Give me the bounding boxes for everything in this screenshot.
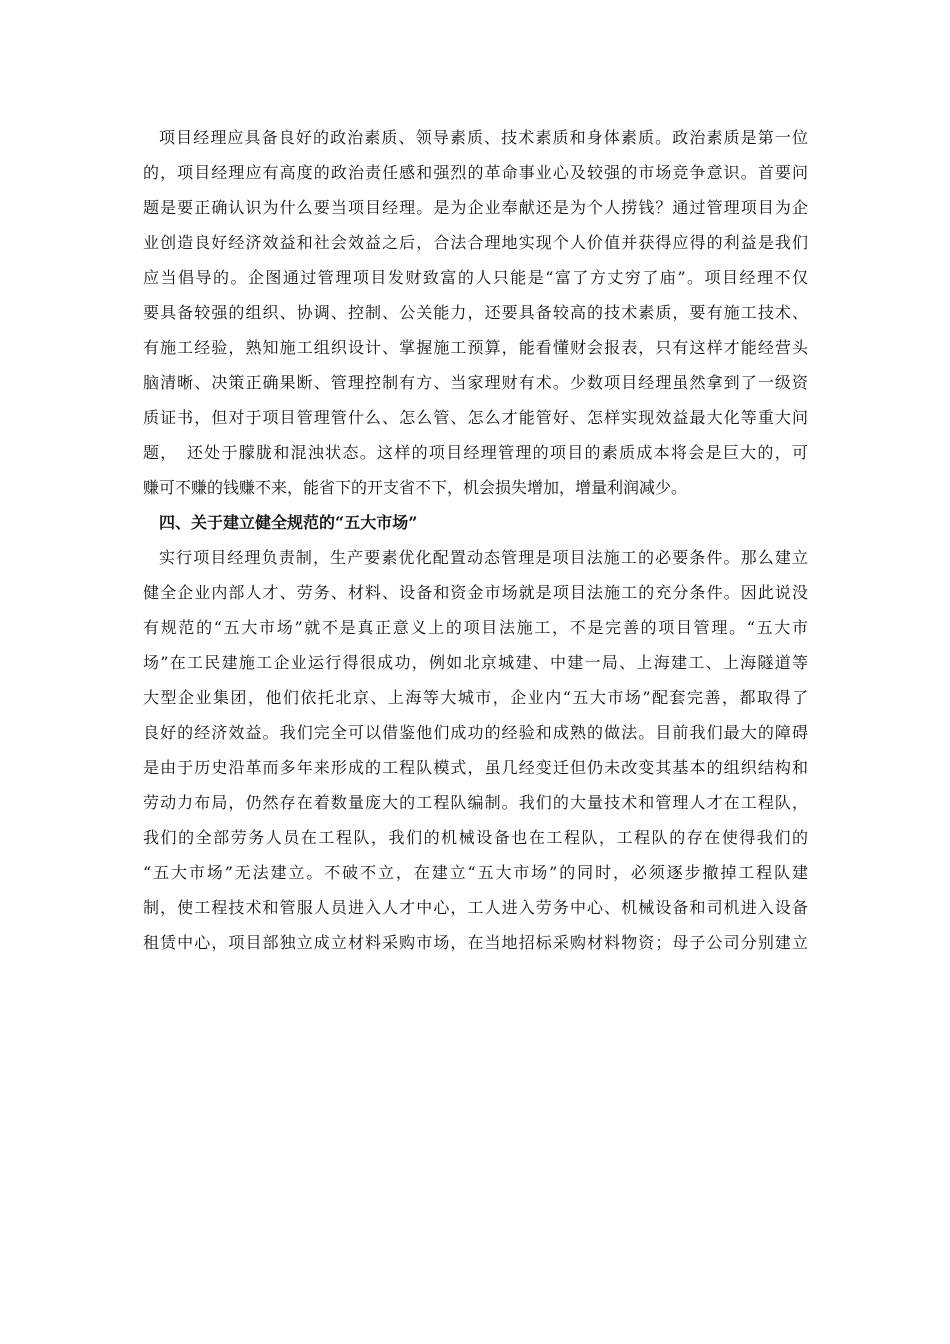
text-line: 脑清晰、决策正确果断、管理控制有方、当家理财有术。少数项目经理虽然拿到了一级资 (143, 373, 808, 392)
text-line: 项目经理应具备良好的政治素质、领导素质、技术素质和身体素质。政治素质是第一位 (159, 128, 808, 147)
text-line: 制，使工程技术和管服人员进入人才中心，工人进入劳务中心、机械设备和司机进入设备 (143, 898, 808, 917)
text-line: 有施工经验，熟知施工组织设计、掌握施工预算，能看懂财会报表，只有这样才能经营头 (143, 338, 808, 357)
text-line: 有规范的“五大市场”就不是真正意义上的项目法施工，不是完善的项目管理。“五大市 (143, 618, 808, 637)
text-line: 质证书，但对于项目管理管什么、怎么管、怎么才能管好、怎样实现效益最大化等重大问 (143, 408, 808, 427)
text-line: 要具备较强的组织、协调、控制、公关能力，还要具备较高的技术素质，要有施工技术、 (143, 303, 808, 322)
text-line: 是由于历史沿革而多年来形成的工程队模式，虽几经变迁但仍未改变其基本的组织结构和 (143, 758, 808, 777)
text-line: 大型企业集团，他们依托北京、上海等大城市，企业内“五大市场”配套完善，都取得了 (143, 688, 808, 707)
text-line: 劳动力布局，仍然存在着数量庞大的工程队编制。我们的大量技术和管理人才在工程队， (143, 793, 808, 812)
document-page (143, 120, 808, 960)
text-line: 应当倡导的。企图通过管理项目发财致富的人只能是“富了方丈穷了庙”。项目经理不仅 (143, 268, 808, 287)
text-line: 我们的全部劳务人员在工程队，我们的机械设备也在工程队，工程队的存在使得我们的 (143, 828, 808, 847)
text-line: 赚可不赚的钱赚不来，能省下的开支省不下，机会损失增加，增量利润减少。 (143, 478, 688, 497)
text-line: 业创造良好经济效益和社会效益之后，合法合理地实现个人价值并获得应得的利益是我们 (143, 233, 808, 252)
text-line: 健全企业内部人才、劳务、材料、设备和资金市场就是项目法施工的充分条件。因此说没 (143, 583, 808, 602)
paragraph-five-markets (143, 540, 808, 960)
text-line: 场”在工民建施工企业运行得很成功，例如北京城建、中建一局、上海建工、上海隧道等 (143, 653, 808, 672)
text-line: 实行项目经理负责制，生产要素优化配置动态管理是项目法施工的必要条件。那么建立 (159, 548, 808, 567)
text-line: 良好的经济效益。我们完全可以借鉴他们成功的经验和成熟的做法。目前我们最大的障碍 (143, 723, 808, 742)
section-heading: 四、关于建立健全规范的“五大市场” (159, 513, 418, 532)
text-line: 租赁中心，项目部独立成立材料采购市场，在当地招标采购材料物资；母子公司分别建立 (143, 933, 808, 952)
paragraph-project-manager-qualities (143, 120, 808, 505)
text-line: “五大市场”无法建立。不破不立，在建立“五大市场”的同时，必须逐步撤掉工程队建 (143, 863, 808, 882)
text-line: 的，项目经理应有高度的政治责任感和强烈的革命事业心及较强的市场竞争意识。首要问 (143, 163, 808, 182)
text-line: 题， 还处于朦胧和混浊状态。这样的项目经理管理的项目的素质成本将会是巨大的，可 (143, 443, 808, 462)
text-line: 题是要正确认识为什么要当项目经理。是为企业奉献还是为个人捞钱？通过管理项目为企 (143, 198, 808, 217)
